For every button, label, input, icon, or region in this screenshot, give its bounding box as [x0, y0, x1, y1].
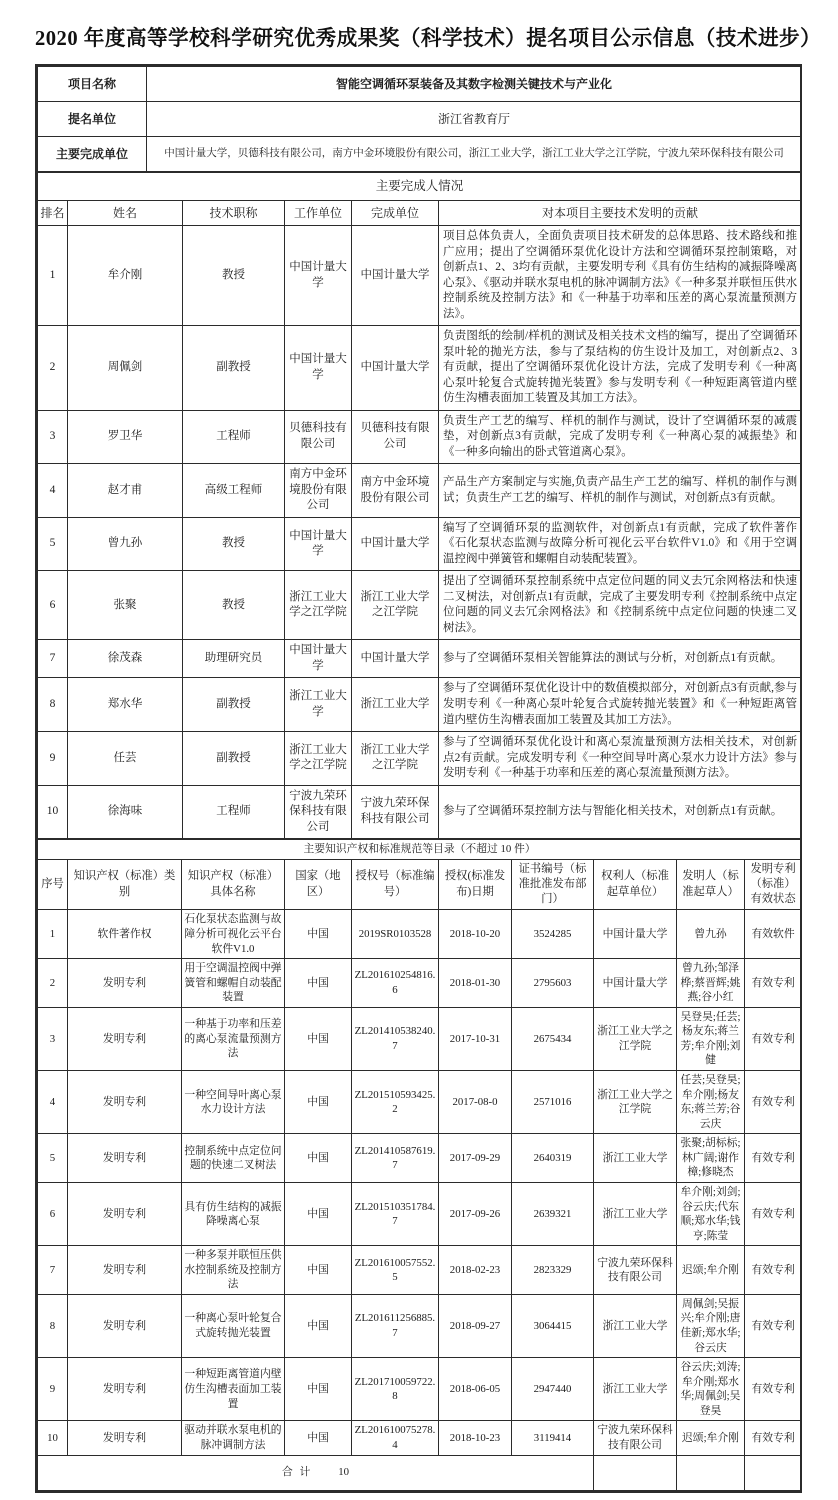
contributor-row: [38, 464, 802, 518]
contributor-rank: 10: [38, 785, 68, 839]
ip-name: 用于空调温控阀中弹簧管和螺帽自动装配装置: [182, 959, 285, 1008]
ip-row: [38, 1294, 802, 1357]
ip-category: 发明专利: [68, 1182, 182, 1245]
ip-seq: 1: [38, 910, 68, 959]
ip-total-empty-owner: [594, 1455, 677, 1490]
ip-cert: 2571016: [512, 1071, 594, 1134]
ip-name: 石化泵状态监测与故障分析可视化云平台软件V1.0: [182, 910, 285, 959]
ip-inventors: 任芸;吴登昊;牟介刚;杨友东;蒋兰芳;谷云庆: [677, 1071, 745, 1134]
contributor-work-unit: 中国计量大学: [285, 326, 352, 411]
contributor-title: 高级工程师: [183, 464, 285, 518]
contributor-title: 教授: [183, 571, 285, 640]
ip-owner: 浙江工业大学: [594, 1182, 677, 1245]
ip-cert: 3524285: [512, 910, 594, 959]
contributor-completion-unit: 南方中金环境股份有限公司: [352, 464, 439, 518]
ip-number: ZL201610075278.4: [352, 1421, 439, 1455]
ip-row: [38, 910, 802, 959]
ip-row: [38, 1007, 802, 1070]
contributor-row: [38, 517, 802, 571]
ip-cert: 2947440: [512, 1358, 594, 1421]
ip-number: ZL201410538240.7: [352, 1007, 439, 1070]
ip-number: ZL201610254816.6: [352, 959, 439, 1008]
ip-total-label: 合 计: [281, 1466, 313, 1479]
ip-section-row: [38, 840, 802, 860]
ip-category: 发明专利: [68, 1071, 182, 1134]
contributor-title: 教授: [183, 517, 285, 571]
document-sheet: [35, 64, 802, 1493]
ip-total-empty-inventors: [677, 1455, 745, 1490]
ip-date: 2018-01-30: [439, 959, 512, 1008]
ip-seq: 4: [38, 1071, 68, 1134]
ip-category: 发明专利: [68, 1007, 182, 1070]
contributor-name: 郑水华: [68, 678, 183, 732]
ip-cert: 3119414: [512, 1421, 594, 1455]
ip-seq: 9: [38, 1358, 68, 1421]
ip-country: 中国: [285, 959, 352, 1008]
ip-country: 中国: [285, 1182, 352, 1245]
ip-category: 发明专利: [68, 1421, 182, 1455]
ip-inventors: 曾九孙;邹泽桦;蔡晋辉;姚燕;谷小红: [677, 959, 745, 1008]
ip-owner: 宁波九荣环保科技有限公司: [594, 1421, 677, 1455]
contributor-row: [38, 678, 802, 732]
ip-country: 中国: [285, 1246, 352, 1295]
ip-date: 2018-10-23: [439, 1421, 512, 1455]
ip-table: [37, 839, 802, 1490]
contributor-completion-unit: 浙江工业大学: [352, 678, 439, 732]
ip-name: 一种空间导叶离心泵水力设计方法: [182, 1071, 285, 1134]
contributor-completion-unit: 浙江工业大学之江学院: [352, 732, 439, 786]
contributor-name: 任芸: [68, 732, 183, 786]
contributor-name: 周佩剑: [68, 326, 183, 411]
ip-date: 2018-09-27: [439, 1294, 512, 1357]
ip-seq: 3: [38, 1007, 68, 1070]
ip-seq: 6: [38, 1182, 68, 1245]
contributor-name: 赵才甫: [68, 464, 183, 518]
ip-header-row: [38, 859, 802, 910]
ip-name: 具有仿生结构的减振降噪离心泵: [182, 1182, 285, 1245]
contributor-rank: 1: [38, 226, 68, 326]
contributor-name: 曾九孙: [68, 517, 183, 571]
project-name-value: 智能空调循环泵装备及其数字检测关键技术与产业化: [147, 67, 802, 102]
ip-date: 2018-02-23: [439, 1246, 512, 1295]
header-work-unit: 工作单位: [285, 200, 352, 225]
header-completion-unit: 完成单位: [352, 200, 439, 225]
ip-status: 有效专利: [745, 1182, 802, 1245]
ip-country: 中国: [285, 1358, 352, 1421]
contributor-completion-unit: 浙江工业大学之江学院: [352, 571, 439, 640]
ip-total-empty-status: [745, 1455, 802, 1490]
ip-status: 有效专利: [745, 1007, 802, 1070]
contributors-body: [38, 226, 802, 839]
nominator-row: [38, 102, 802, 137]
ip-date: 2017-09-29: [439, 1134, 512, 1183]
ip-total-value: 10: [338, 1466, 350, 1479]
header-country: 国家（地区）: [285, 859, 352, 910]
ip-date: 2017-10-31: [439, 1007, 512, 1070]
ip-country: 中国: [285, 1421, 352, 1455]
contributor-row: [38, 571, 802, 640]
ip-name: 控制系统中点定位问题的快速二叉树法: [182, 1134, 285, 1183]
contributors-table: [37, 172, 802, 839]
contributor-title: 教授: [183, 226, 285, 326]
ip-row: [38, 1134, 802, 1183]
contributor-work-unit: 贝德科技有限公司: [285, 410, 352, 464]
contributor-contribution: 编写了空调循环泵的监测软件，对创新点1有贡献，完成了软件著作《石化泵状态监测与故障分析可视化云平台软件V1.0》和《用于空调温控阀中弹簧管和螺帽自动装配装置》。: [439, 517, 802, 571]
ip-category: 发明专利: [68, 1358, 182, 1421]
contributor-contribution: 产品生产方案制定与实施,负责产品生产工艺的编写、样机的制作与测试；负责生产工艺的编写、样机的制作与测试，对创新点3有贡献。: [439, 464, 802, 518]
header-seq: 序号: [38, 859, 68, 910]
contributor-row: [38, 326, 802, 411]
contributor-row: [38, 226, 802, 326]
ip-status: 有效专利: [745, 1071, 802, 1134]
ip-cert: 2823329: [512, 1246, 594, 1295]
project-info-table: [37, 66, 802, 172]
contributor-completion-unit: 中国计量大学: [352, 326, 439, 411]
ip-body: [38, 910, 802, 1455]
ip-row: [38, 1182, 802, 1245]
ip-date: 2017-08-0: [439, 1071, 512, 1134]
ip-total-row: [38, 1455, 802, 1490]
ip-inventors: 张聚;胡标标;林广阔;谢作樟;修晓杰: [677, 1134, 745, 1183]
contributor-title: 工程师: [183, 785, 285, 839]
contributor-name: 牟介刚: [68, 226, 183, 326]
ip-owner: 中国计量大学: [594, 959, 677, 1008]
contributor-work-unit: 浙江工业大学之江学院: [285, 571, 352, 640]
ip-owner: 宁波九荣环保科技有限公司: [594, 1246, 677, 1295]
ip-number: ZL201510351784.7: [352, 1182, 439, 1245]
ip-country: 中国: [285, 910, 352, 959]
ip-seq: 5: [38, 1134, 68, 1183]
ip-name: 一种离心泵叶轮复合式旋转抛光装置: [182, 1294, 285, 1357]
ip-owner: 浙江工业大学: [594, 1134, 677, 1183]
ip-cert: 2675434: [512, 1007, 594, 1070]
ip-name: 一种多泵并联恒压供水控制系统及控制方法: [182, 1246, 285, 1295]
contributor-rank: 4: [38, 464, 68, 518]
ip-owner: 浙江工业大学: [594, 1294, 677, 1357]
contributor-contribution: 参与了空调循环泵控制方法与智能化相关技术，对创新点1有贡献。: [439, 785, 802, 839]
contributor-row: [38, 785, 802, 839]
header-status: 发明专利（标准）有效状态: [745, 859, 802, 910]
ip-country: 中国: [285, 1071, 352, 1134]
ip-row: [38, 959, 802, 1008]
header-number: 授权号（标准编号）: [352, 859, 439, 910]
ip-inventors: 迟颂;牟介刚: [677, 1246, 745, 1295]
contributor-rank: 3: [38, 410, 68, 464]
header-inventors: 发明人（标准起草人）: [677, 859, 745, 910]
ip-number: ZL201410587619.7: [352, 1134, 439, 1183]
contributor-completion-unit: 中国计量大学: [352, 517, 439, 571]
ip-section-title: 主要知识产权和标准规范等目录（不超过 10 件）: [38, 840, 802, 860]
completion-units-row: [38, 137, 802, 172]
ip-total-cell: [38, 1455, 594, 1490]
contributor-rank: 5: [38, 517, 68, 571]
contributor-contribution: 负责生产工艺的编写、样机的制作与测试，设计了空调循环泵的减震垫，对创新点3有贡献，完成了发明专利《一种离心泵的减振垫》和《一种多向输出的卧式管道离心泵》。: [439, 410, 802, 464]
contributor-title: 副教授: [183, 732, 285, 786]
ip-date: 2018-10-20: [439, 910, 512, 959]
header-ip-name: 知识产权（标准）具体名称: [182, 859, 285, 910]
ip-cert: 2795603: [512, 959, 594, 1008]
contributors-header-row: [38, 200, 802, 225]
nominator-label: 提名单位: [38, 102, 147, 137]
completion-units-value: 中国计量大学，贝德科技有限公司，南方中金环境股份有限公司，浙江工业大学，浙江工业大学之江学院，宁波九荣环保科技有限公司: [147, 137, 802, 172]
header-cert: 证书编号（标准批准发布部门）: [512, 859, 594, 910]
ip-owner: 浙江工业大学: [594, 1358, 677, 1421]
ip-status: 有效专利: [745, 1246, 802, 1295]
ip-seq: 2: [38, 959, 68, 1008]
ip-inventors: 吴登昊;任芸;杨友东;蒋兰芳;牟介刚;刘健: [677, 1007, 745, 1070]
contributor-work-unit: 中国计量大学: [285, 226, 352, 326]
ip-row: [38, 1421, 802, 1455]
ip-owner: 浙江工业大学之江学院: [594, 1007, 677, 1070]
ip-number: ZL201710059722.8: [352, 1358, 439, 1421]
header-title: 技术职称: [183, 200, 285, 225]
contributor-rank: 2: [38, 326, 68, 411]
contributor-completion-unit: 中国计量大学: [352, 640, 439, 678]
ip-number: 2019SR0103528: [352, 910, 439, 959]
ip-name: 一种短距离管道内壁仿生沟槽表面加工装置: [182, 1358, 285, 1421]
ip-date: 2018-06-05: [439, 1358, 512, 1421]
nominator-value: 浙江省教育厅: [147, 102, 802, 137]
contributor-completion-unit: 宁波九荣环保科技有限公司: [352, 785, 439, 839]
ip-number: ZL201610057552.5: [352, 1246, 439, 1295]
contributor-rank: 9: [38, 732, 68, 786]
contributor-contribution: 负责图纸的绘制/样机的测试及相关技术文档的编写，提出了空调循环泵叶轮的抛光方法，参与了泵结构的仿生设计及加工，对创新点2、3有贡献，提出了空调循环泵优化设计方法，完成了发明专利《一种离心泵叶轮复合式旋转抛光装置》参与发明专利《一种短距离管道内壁仿生沟槽表面加工装置及其加工方法》。: [439, 326, 802, 411]
contributor-contribution: 提出了空调循环泵控制系统中点定位问题的同义去冗余网格法和快速二叉树法，对创新点1有贡献，完成了主要发明专利《控制系统中点定位问题的同义去冗余网格法》和《控制系统中点定位问题的快速二叉树法》。: [439, 571, 802, 640]
contributor-contribution: 项目总体负责人，全面负责项目技术研发的总体思路、技术路线和推广应用；提出了空调循环泵优化设计方法和空调循环泵控制策略，对创新点1、2、3均有贡献，主要发明专利《具有仿生结构的减振降噪离心泵》、《驱动并联水泵电机的脉冲调制方法》《一种多泵并联恒压供水控制系统及控制方法》和《一种基于功率和压差的离心泵流量预测方法》。: [439, 226, 802, 326]
header-owner: 权利人（标准起草单位）: [594, 859, 677, 910]
ip-country: 中国: [285, 1134, 352, 1183]
contributor-work-unit: 浙江工业大学: [285, 678, 352, 732]
ip-owner: 浙江工业大学之江学院: [594, 1071, 677, 1134]
ip-seq: 7: [38, 1246, 68, 1295]
ip-seq: 10: [38, 1421, 68, 1455]
ip-cert: 3064415: [512, 1294, 594, 1357]
ip-status: 有效专利: [745, 1294, 802, 1357]
ip-inventors: 迟颂;牟介刚: [677, 1421, 745, 1455]
contributor-name: 徐茂森: [68, 640, 183, 678]
contributor-rank: 6: [38, 571, 68, 640]
contributor-work-unit: 中国计量大学: [285, 517, 352, 571]
ip-status: 有效专利: [745, 959, 802, 1008]
project-name-label: 项目名称: [38, 67, 147, 102]
header-rank: 排名: [38, 200, 68, 225]
ip-inventors: 周佩剑;吴振兴;牟介刚;唐佳新;郑水华;谷云庆: [677, 1294, 745, 1357]
completion-units-label: 主要完成单位: [38, 137, 147, 172]
contributor-title: 助理研究员: [183, 640, 285, 678]
header-category: 知识产权（标准）类别: [68, 859, 182, 910]
contributor-row: [38, 732, 802, 786]
ip-category: 发明专利: [68, 1246, 182, 1295]
header-contribution: 对本项目主要技术发明的贡献: [439, 200, 802, 225]
contributor-rank: 7: [38, 640, 68, 678]
ip-category: 软件著作权: [68, 910, 182, 959]
ip-status: 有效专利: [745, 1134, 802, 1183]
contributor-work-unit: 宁波九荣环保科技有限公司: [285, 785, 352, 839]
ip-inventors: 谷云庆;刘涛;牟介刚;郑水华;周佩剑;吴登昊: [677, 1358, 745, 1421]
contributor-name: 徐海味: [68, 785, 183, 839]
ip-row: [38, 1358, 802, 1421]
ip-number: ZL201510593425.2: [352, 1071, 439, 1134]
page-title: 2020 年度高等学校科学研究优秀成果奖（科学技术）提名项目公示信息（技术进步）: [35, 26, 822, 50]
header-date: 授权(标准发布)日期: [439, 859, 512, 910]
contributor-contribution: 参与了空调循环泵相关智能算法的测试与分析，对创新点1有贡献。: [439, 640, 802, 678]
ip-inventors: 牟介刚;刘剑;谷云庆;代东顺;郑水华;钱亨;陈莹: [677, 1182, 745, 1245]
ip-name: 驱动并联水泵电机的脉冲调制方法: [182, 1421, 285, 1455]
contributor-row: [38, 410, 802, 464]
ip-category: 发明专利: [68, 959, 182, 1008]
contributor-title: 工程师: [183, 410, 285, 464]
contributor-contribution: 参与了空调循环泵优化设计和离心泵流量预测方法相关技术，对创新点2有贡献。完成发明专利《一种空间导叶离心泵水力设计方法》参与发明专利《一种基于功率和压差的离心泵流量预测方法》。: [439, 732, 802, 786]
ip-status: 有效专利: [745, 1358, 802, 1421]
ip-country: 中国: [285, 1007, 352, 1070]
ip-country: 中国: [285, 1294, 352, 1357]
contributor-row: [38, 640, 802, 678]
ip-status: 有效软件: [745, 910, 802, 959]
ip-cert: 2639321: [512, 1182, 594, 1245]
contributor-rank: 8: [38, 678, 68, 732]
contributor-completion-unit: 贝德科技有限公司: [352, 410, 439, 464]
project-name-row: [38, 67, 802, 102]
contributor-work-unit: 南方中金环境股份有限公司: [285, 464, 352, 518]
contributor-name: 罗卫华: [68, 410, 183, 464]
ip-name: 一种基于功率和压差的离心泵流量预测方法: [182, 1007, 285, 1070]
contributors-section-title: 主要完成人情况: [38, 173, 802, 201]
ip-inventors: 曾九孙: [677, 910, 745, 959]
contributor-contribution: 参与了空调循环泵优化设计中的数值模拟部分，对创新点3有贡献,参与发明专利《一种离心泵叶轮复合式旋转抛光装置》和《一种短距离管道内壁仿生沟槽表面加工装置及其加工方法》。: [439, 678, 802, 732]
contributor-work-unit: 中国计量大学: [285, 640, 352, 678]
contributors-section-row: [38, 173, 802, 201]
ip-status: 有效专利: [745, 1421, 802, 1455]
contributor-name: 张聚: [68, 571, 183, 640]
contributor-title: 副教授: [183, 326, 285, 411]
contributor-completion-unit: 中国计量大学: [352, 226, 439, 326]
ip-row: [38, 1071, 802, 1134]
contributor-title: 副教授: [183, 678, 285, 732]
ip-seq: 8: [38, 1294, 68, 1357]
ip-cert: 2640319: [512, 1134, 594, 1183]
ip-category: 发明专利: [68, 1134, 182, 1183]
ip-number: ZL201611256885.7: [352, 1294, 439, 1357]
ip-row: [38, 1246, 802, 1295]
contributor-work-unit: 浙江工业大学之江学院: [285, 732, 352, 786]
ip-category: 发明专利: [68, 1294, 182, 1357]
header-name: 姓名: [68, 200, 183, 225]
ip-date: 2017-09-26: [439, 1182, 512, 1245]
ip-owner: 中国计量大学: [594, 910, 677, 959]
